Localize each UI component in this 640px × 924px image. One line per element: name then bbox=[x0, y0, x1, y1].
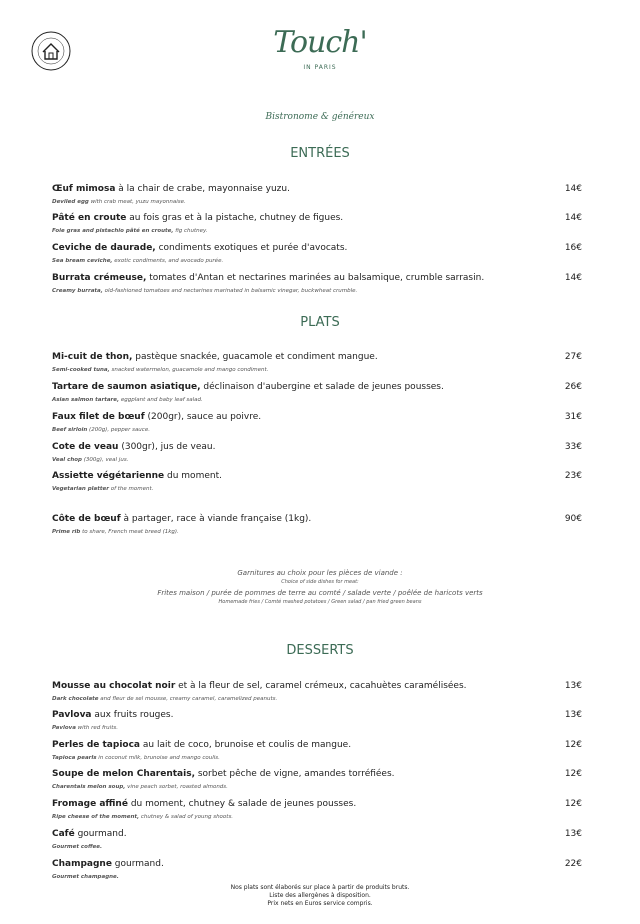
dish-price: 31€ bbox=[564, 412, 582, 422]
logo-subtitle: IN PARIS bbox=[303, 64, 337, 71]
dish-name-en: Prime rib bbox=[52, 529, 81, 535]
dish-desc-en: chutney & salad of young shoots. bbox=[139, 814, 234, 820]
dish-name: Œuf mimosa bbox=[52, 184, 116, 194]
dish-name: Assiette végétarienne bbox=[52, 471, 165, 481]
dish-price: 12€ bbox=[564, 799, 582, 809]
menu-item bbox=[52, 213, 582, 234]
dish-desc: du moment. bbox=[164, 471, 222, 481]
menu-item bbox=[52, 681, 582, 702]
dish-name: Burrata crémeuse, bbox=[52, 273, 147, 283]
menu-item bbox=[52, 243, 582, 264]
dish-desc-en: in coconut milk, brunoise and mango coulis. bbox=[96, 755, 220, 761]
dish-name-en: Charentais melon soup, bbox=[52, 784, 126, 790]
dish-desc: gourmand. bbox=[74, 829, 127, 839]
section-title-entrees: ENTRÉES bbox=[290, 146, 350, 161]
dish-desc-en: vine peach sorbet, roasted almonds. bbox=[125, 784, 228, 790]
menu-item bbox=[52, 382, 582, 403]
dish-name: Tartare de saumon asiatique, bbox=[52, 382, 201, 392]
menu-item bbox=[52, 740, 582, 761]
dish-desc: déclinaison d'aubergine et salade de jeunes pousses. bbox=[200, 382, 444, 392]
restaurant-logo bbox=[270, 22, 370, 71]
dish-desc: pastèque snackée, guacamole et condiment mangue. bbox=[132, 352, 378, 362]
dish-name-en: Deviled egg bbox=[52, 199, 89, 205]
dish-price: 14€ bbox=[564, 184, 582, 194]
dish-desc: gourmand. bbox=[111, 859, 164, 869]
dish-name-en: Pavlova bbox=[52, 725, 76, 731]
dish-desc-en: to share, French meat breed (1kg). bbox=[80, 529, 179, 535]
dish-name: Fromage affiné bbox=[52, 799, 128, 809]
side-dishes-heading: Garnitures au choix pour les pièces de viande : bbox=[237, 569, 403, 577]
dish-name-en: Semi-cooked tuna, bbox=[52, 367, 110, 373]
footer-line-prices: Prix nets en Euros service compris. bbox=[267, 900, 373, 907]
dish-name: Cote de veau bbox=[52, 442, 119, 452]
dish-desc: au lait de coco, brunoise et coulis de mangue. bbox=[140, 740, 352, 750]
side-dishes-note bbox=[0, 569, 640, 605]
dish-name: Café bbox=[52, 829, 75, 839]
dish-price: 12€ bbox=[564, 740, 582, 750]
dish-desc-en: with crab meat, yuzu mayonnaise. bbox=[88, 199, 186, 205]
menu-item bbox=[52, 273, 582, 294]
dish-name: Perles de tapioca bbox=[52, 740, 140, 750]
dish-name: Mousse au chocolat noir bbox=[52, 681, 176, 691]
dish-desc-en: (300g), veal jus. bbox=[82, 457, 129, 463]
dish-name-en: Beef sirloin bbox=[52, 427, 88, 433]
dish-name-en: Dark chocolate bbox=[52, 696, 99, 702]
dish-name: Faux filet de bœuf bbox=[52, 412, 145, 422]
tagline: Bistronome & généreux bbox=[265, 112, 375, 122]
dish-desc: condiments exotiques et purée d'avocats. bbox=[155, 243, 348, 253]
dish-desc-en: exotic condiments, and avocado purée. bbox=[112, 258, 224, 264]
dish-price: 14€ bbox=[564, 213, 582, 223]
dish-price: 13€ bbox=[564, 681, 582, 691]
dish-name-en: Tapioca pearls bbox=[52, 755, 97, 761]
dish-name-en: Sea bream ceviche, bbox=[52, 258, 113, 264]
dish-price: 26€ bbox=[564, 382, 582, 392]
logo-wordmark: Touch' bbox=[273, 25, 367, 60]
dish-price: 23€ bbox=[564, 471, 582, 481]
dish-desc: tomates d'Antan et nectarines marinées au balsamique, crumble sarrasin. bbox=[146, 273, 485, 283]
dish-desc-en: eggplant and baby leaf salad. bbox=[119, 397, 203, 403]
menu-item bbox=[52, 184, 582, 205]
dish-name-en: Gourmet coffee. bbox=[52, 844, 103, 850]
dish-price: 13€ bbox=[564, 829, 582, 839]
menu-item bbox=[52, 442, 582, 463]
dish-desc-en: of the moment. bbox=[108, 486, 154, 492]
section-title-plats: PLATS bbox=[300, 315, 340, 330]
dish-desc: et à la fleur de sel, caramel crémeux, cacahuètes caramélisées. bbox=[175, 681, 467, 691]
dish-price: 27€ bbox=[564, 352, 582, 362]
footer-line-allergens: Liste des allergènes à disposition. bbox=[269, 892, 371, 899]
side-dishes-list-en: Homemade fries / Comté mashed potatoes / Green salad / pan fried green beans bbox=[218, 599, 422, 605]
dish-desc: au fois gras et à la pistache, chutney de figues. bbox=[126, 213, 344, 223]
dish-name-en: Foie gras and pistachio pâté en croute, bbox=[52, 228, 174, 234]
dish-name-en: Gourmet champagne. bbox=[52, 874, 119, 880]
dish-price: 33€ bbox=[564, 442, 582, 452]
menu-item bbox=[52, 769, 582, 790]
dish-price: 16€ bbox=[564, 243, 582, 253]
menu-item bbox=[52, 799, 582, 820]
dish-price: 12€ bbox=[564, 769, 582, 779]
dish-desc-en: fig chutney. bbox=[173, 228, 208, 234]
fait-maison-badge bbox=[30, 30, 72, 72]
side-dishes-list: Frites maison / purée de pommes de terre au comté / salade verte / poêlée de haricots verts bbox=[157, 589, 483, 597]
menu-item bbox=[52, 710, 582, 731]
dish-price: 90€ bbox=[564, 514, 582, 524]
dish-price: 14€ bbox=[564, 273, 582, 283]
dish-desc-en: old-fashioned tomatoes and nectarines marinated in balsamic vinegar, buckwheat crumble. bbox=[102, 288, 358, 294]
dish-desc: du moment, chutney & salade de jeunes pousses. bbox=[127, 799, 357, 809]
footer-notes bbox=[0, 884, 640, 908]
dish-desc: à la chair de crabe, mayonnaise yuzu. bbox=[115, 184, 290, 194]
menu-item bbox=[52, 514, 582, 535]
dish-name: Ceviche de daurade, bbox=[52, 243, 156, 253]
dish-name: Côte de bœuf bbox=[52, 514, 121, 524]
dish-desc: sorbet pêche de vigne, amandes torréfiées. bbox=[195, 769, 395, 779]
dish-price: 22€ bbox=[564, 859, 582, 869]
menu-item bbox=[52, 352, 582, 373]
dish-name-en: Creamy burrata, bbox=[52, 288, 103, 294]
dish-name-en: Asian salmon tartare, bbox=[52, 397, 120, 403]
dish-price: 13€ bbox=[564, 710, 582, 720]
menu-item bbox=[52, 412, 582, 433]
menu-item bbox=[52, 859, 582, 880]
dish-name-en: Vegetarian platter bbox=[52, 486, 109, 492]
footer-line-produce: Nos plats sont élaborés sur place à partir de produits bruts. bbox=[230, 884, 410, 891]
dish-desc-en: with red fruits. bbox=[75, 725, 118, 731]
dish-desc: (200gr), sauce au poivre. bbox=[144, 412, 262, 422]
dish-name-en: Veal chop bbox=[52, 457, 82, 463]
dish-name: Mi-cuit de thon, bbox=[52, 352, 133, 362]
dish-name: Champagne bbox=[52, 859, 112, 869]
dish-name-en: Ripe cheese of the moment, bbox=[52, 814, 140, 820]
side-dishes-heading-en: Choice of side dishes for meat: bbox=[281, 579, 359, 585]
dish-name: Pavlova bbox=[52, 710, 92, 720]
dish-desc: aux fruits rouges. bbox=[91, 710, 174, 720]
section-title-desserts: DESSERTS bbox=[286, 643, 354, 658]
dish-desc-en: and fleur de sel mousse, creamy caramel, caramelized peanuts. bbox=[98, 696, 278, 702]
dish-desc: (300gr), jus de veau. bbox=[118, 442, 216, 452]
menu-item bbox=[52, 829, 582, 850]
dish-name: Soupe de melon Charentais, bbox=[52, 769, 195, 779]
dish-name: Pâté en croute bbox=[52, 213, 127, 223]
dish-desc: à partager, race à viande française (1kg). bbox=[120, 514, 312, 524]
dish-desc-en: snacked watermelon, guacamole and mango condiment. bbox=[109, 367, 269, 373]
menu-item bbox=[52, 471, 582, 492]
dish-desc-en: (200g), pepper sauce. bbox=[87, 427, 150, 433]
